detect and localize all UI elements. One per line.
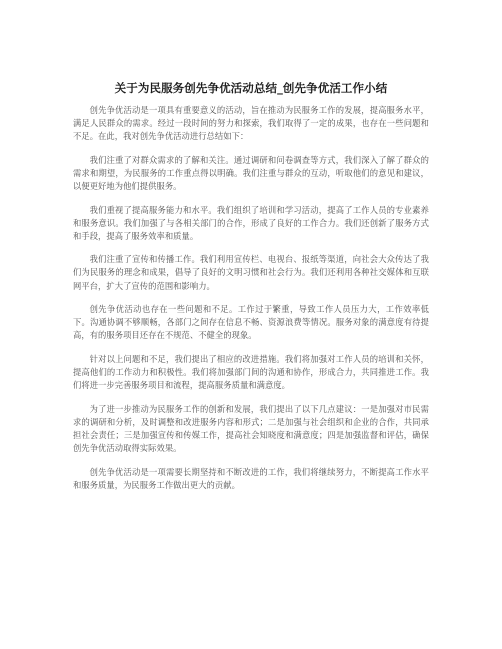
paragraph-ability: 我们重视了提高服务能力和水平。我们组织了培训和学习活动，提高了工作人员的专业素养和服务意识。我们加强了与各相关部门的合作，形成了良好的工作合力。我们还创新了服务方式和手段，提高了服务效率和质量。 xyxy=(73,204,429,241)
document-body xyxy=(73,104,429,502)
paragraph-intro: 创先争优活动是一项具有重要意义的活动，旨在推动为民服务工作的发展，提高服务水平，满足人民群众的需求。经过一段时间的努力和探索，我们取得了一定的成果，也存在一些问题和不足。在此，我对创先争优活动进行总结如下： xyxy=(73,105,429,142)
paragraph-suggestions: 为了进一步推动为民服务工作的创新和发展，我们提出了以下几点建议：一是加强对市民需求的调研和分析，及时调整和改进服务内容和形式；二是加强与社会组织和企业的合作，共同承担社会责任；三是加强宣传和传媒工作，提高社会知晓度和满意度；四是加强监督和评估，确保创先争优活动取得实际效果。 xyxy=(73,403,429,453)
paragraph-conclusion: 创先争优活动是一项需要长期坚持和不断改进的工作，我们将继续努力，不断提高工作水平和服务质量，为民服务工作做出更大的贡献。 xyxy=(73,466,429,490)
paragraph-problems: 创先争优活动也存在一些问题和不足。工作过于繁重，导致工作人员压力大，工作效率低下。沟通协调不够顺畅，各部门之间存在信息不畅、资源浪费等情况。服务对象的满意度有待提高，有的服务项目还存在不规范、不健全的现象。 xyxy=(73,304,429,341)
document-title: 关于为民服务创先争优活动总结_创先争优活工作小结 xyxy=(114,81,388,95)
paragraph-needs: 我们注重了对群众需求的了解和关注。通过调研和问卷调查等方式，我们深入了解了群众的需求和期望，为民服务的工作重点得以明确。我们注重与群众的互动，听取他们的意见和建议，以便更好地为他们提供服务。 xyxy=(73,154,429,191)
paragraph-publicity: 我们注重了宣传和传播工作。我们利用宣传栏、电视台、报纸等渠道，向社会大众传达了我们为民服务的理念和成果，倡导了良好的文明习惯和社会行为。我们还利用各种社交媒体和互联网平台，扩大了宣传的范围和影响力。 xyxy=(73,254,429,291)
paragraph-measures: 针对以上问题和不足，我们提出了相应的改进措施。我们将加强对工作人员的培训和关怀，提高他们的工作动力和积极性。我们将加强部门间的沟通和协作，形成合力，共同推进工作。我们将进一步完善服务项目和流程，提高服务质量和满意度。 xyxy=(73,353,429,391)
